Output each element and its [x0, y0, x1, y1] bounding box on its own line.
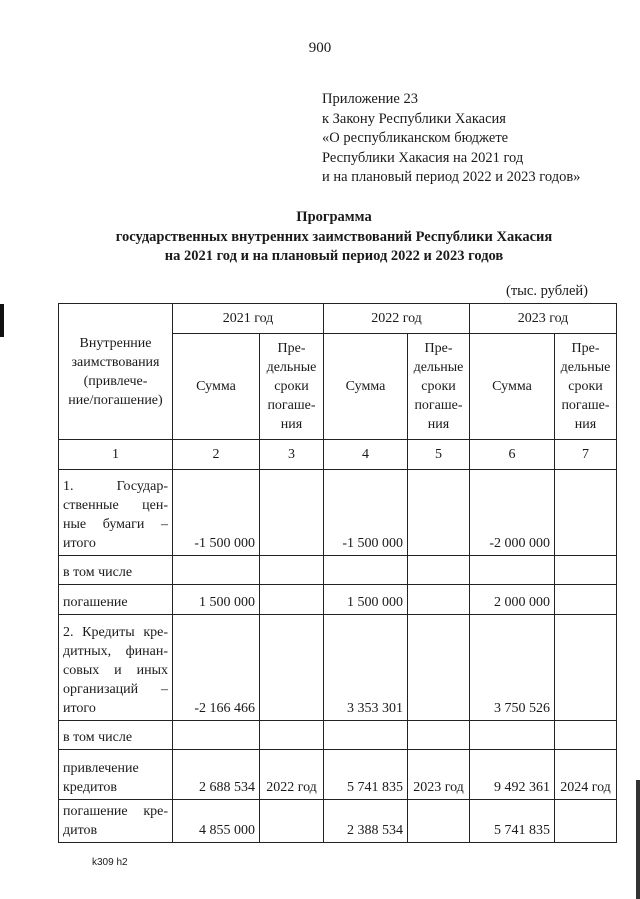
term-cell — [260, 585, 324, 615]
header-row-years — [59, 304, 617, 334]
value-cell: 1 500 000 — [173, 585, 260, 615]
table-row — [59, 615, 617, 721]
column-number: 3 — [260, 440, 324, 470]
unit-label: (тыс. рублей) — [506, 283, 588, 299]
header-borrowings — [59, 304, 173, 440]
column-number: 7 — [555, 440, 617, 470]
table-row — [59, 750, 617, 800]
term-cell — [555, 585, 617, 615]
value-cell: -2 000 000 — [470, 470, 555, 556]
column-number: 2 — [173, 440, 260, 470]
row-label: 1. Государ- ственные цен- ные бумаги – итого — [59, 470, 173, 556]
value-cell — [470, 721, 555, 750]
term-cell — [408, 615, 470, 721]
table-row — [59, 556, 617, 585]
term-cell — [408, 800, 470, 843]
value-cell: 2 388 534 — [324, 800, 408, 843]
header-line: ние/погашение) — [68, 392, 163, 408]
row-label: в том числе — [59, 556, 173, 585]
row-label: 2. Кредиты кре- дитных, финан- совых и иных организаций – итого — [59, 615, 173, 721]
borrowing-program-table — [58, 303, 617, 843]
table-row — [59, 585, 617, 615]
term-cell — [408, 721, 470, 750]
row-label: в том числе — [59, 721, 173, 750]
term-cell: 2024 год — [555, 750, 617, 800]
appendix-header — [322, 90, 580, 188]
value-cell: -1 500 000 — [324, 470, 408, 556]
row-label: привлечение кредитов — [59, 750, 173, 800]
title-line: государственных внутренних заимствований Республики Хакасия — [115, 228, 553, 245]
value-cell: 9 492 361 — [470, 750, 555, 800]
value-cell: -2 166 466 — [173, 615, 260, 721]
term-cell — [408, 556, 470, 585]
column-number: 4 — [324, 440, 408, 470]
header-limit: Пре- дельные сроки погаше- ния — [555, 334, 617, 440]
value-cell — [324, 721, 408, 750]
scan-edge-mark — [0, 304, 4, 337]
page-number: 900 — [308, 40, 332, 56]
term-cell — [260, 721, 324, 750]
appendix-line: и на плановый период 2022 и 2023 годов» — [322, 169, 581, 185]
value-cell — [470, 556, 555, 585]
header-sum: Сумма — [173, 334, 260, 440]
term-cell — [260, 800, 324, 843]
value-cell: -1 500 000 — [173, 470, 260, 556]
appendix-line: «О республиканском бюджете — [322, 130, 509, 146]
term-cell — [260, 470, 324, 556]
header-sum: Сумма — [470, 334, 555, 440]
value-cell: 2 000 000 — [470, 585, 555, 615]
footer-code: k309 h2 — [92, 857, 128, 868]
value-cell: 3 353 301 — [324, 615, 408, 721]
header-limit: Пре- дельные сроки погаше- ния — [260, 334, 324, 440]
value-cell: 2 688 534 — [173, 750, 260, 800]
term-cell — [555, 721, 617, 750]
table-row — [59, 721, 617, 750]
column-number: 6 — [470, 440, 555, 470]
row-label: погашение — [59, 585, 173, 615]
value-cell: 3 750 526 — [470, 615, 555, 721]
header-year: 2023 год — [470, 304, 617, 334]
header-year: 2022 год — [324, 304, 470, 334]
appendix-line: к Закону Республики Хакасия — [322, 110, 506, 127]
header-year: 2021 год — [173, 304, 324, 334]
term-cell — [555, 470, 617, 556]
value-cell — [173, 556, 260, 585]
header-line: заимствования — [71, 354, 160, 370]
title-line: на 2021 год и на плановый период 2022 и 2023 годов — [164, 248, 504, 264]
column-number: 5 — [408, 440, 470, 470]
value-cell: 1 500 000 — [324, 585, 408, 615]
header-sum: Сумма — [324, 334, 408, 440]
term-cell — [408, 585, 470, 615]
term-cell — [260, 615, 324, 721]
table-row — [59, 470, 617, 556]
value-cell — [173, 721, 260, 750]
scan-edge-mark — [636, 780, 640, 899]
column-number-row — [59, 440, 617, 470]
value-cell: 5 741 835 — [324, 750, 408, 800]
row-label: погашение кре- дитов — [59, 800, 173, 843]
title-line: Программа — [296, 209, 372, 225]
value-cell: 5 741 835 — [470, 800, 555, 843]
header-line: Внутренние — [79, 335, 152, 351]
value-cell — [324, 556, 408, 585]
value-cell: 4 855 000 — [173, 800, 260, 843]
header-limit: Пре- дельные сроки погаше- ния — [408, 334, 470, 440]
term-cell — [555, 800, 617, 843]
column-number: 1 — [59, 440, 173, 470]
document-title — [0, 208, 640, 267]
term-cell — [555, 615, 617, 721]
term-cell — [408, 470, 470, 556]
term-cell — [260, 556, 324, 585]
appendix-line: Республики Хакасия на 2021 год — [322, 149, 524, 166]
term-cell — [555, 556, 617, 585]
term-cell: 2022 год — [260, 750, 324, 800]
table-row — [59, 800, 617, 843]
appendix-line: Приложение 23 — [322, 91, 418, 107]
header-line: (привлече- — [83, 373, 148, 389]
term-cell: 2023 год — [408, 750, 470, 800]
